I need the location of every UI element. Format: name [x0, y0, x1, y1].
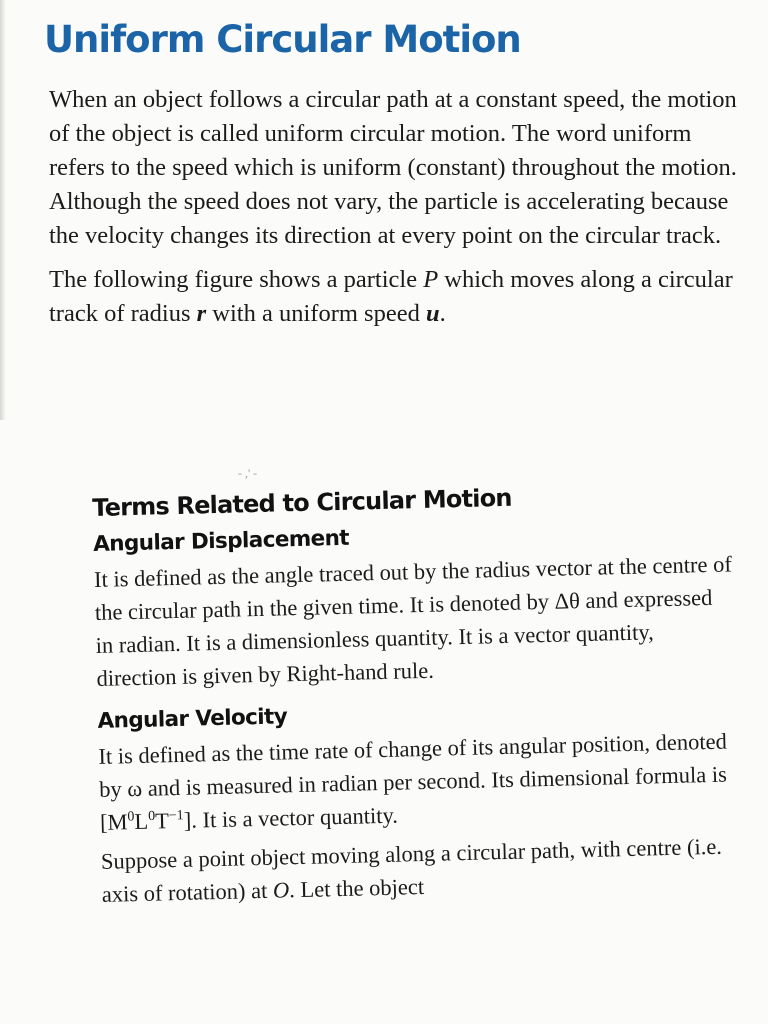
- section-heading: Terms Related to Circular Motion: [92, 483, 512, 522]
- symbol-o: O: [272, 877, 290, 903]
- body-text: L: [134, 808, 149, 835]
- terms-section: [92, 478, 742, 925]
- angular-velocity-paragraph-2: [101, 829, 742, 911]
- symbol-u: u: [425, 300, 440, 327]
- subheading-angular-velocity: Angular Velocity: [97, 704, 288, 734]
- body-text: It is defined as the time rate of change of its angular position, denoted by ω and is measured in radian per second. Its dimensional formula is [M: [98, 728, 728, 835]
- intro-text: The following figure shows a particle: [49, 266, 424, 293]
- body-text: . Let the object: [288, 874, 425, 903]
- intro-section: [49, 83, 739, 341]
- intro-text: with a uniform speed: [206, 300, 426, 327]
- intro-paragraph-2: [49, 263, 739, 331]
- angular-velocity-text: [98, 724, 740, 839]
- subheading-angular-displacement: Angular Displacement: [92, 525, 350, 557]
- superscript: 0: [147, 808, 156, 825]
- body-text: Suppose a point object moving along a circular path, with centre (i.e. axis of rotation) at: [100, 833, 723, 907]
- symbol-p: P: [423, 266, 439, 293]
- intro-paragraph-1: When an object follows a circular path at a constant speed, the motion of the object is called uniform circular motion. The word uniform refers to the speed which is uniform (constant) throughout the motion. Although the speed does not vary, the particle is accelerating because the velocity changes its direction at every point on the circular track.: [49, 86, 737, 249]
- stray-mark: - ,' -: [238, 466, 258, 480]
- superscript: −1: [168, 808, 184, 824]
- body-text: T: [154, 808, 170, 834]
- angular-displacement-text: It is defined as the angle traced out by the radius vector at the centre of the circular path in the given time. It is denoted by Δθ and expressed in radian. It is a dimensionless quantity. It is a vector quantity, direction is given by Right-hand rule.: [93, 551, 733, 691]
- body-text: ]. It is a vector quantity.: [183, 802, 399, 833]
- superscript: 0: [127, 809, 135, 825]
- intro-text: .: [439, 300, 446, 327]
- page-edge-shadow: [0, 0, 6, 420]
- intro-text: which moves along a circular track of radius: [49, 266, 733, 327]
- page-title: Uniform Circular Motion: [44, 18, 521, 61]
- symbol-r: r: [196, 300, 207, 327]
